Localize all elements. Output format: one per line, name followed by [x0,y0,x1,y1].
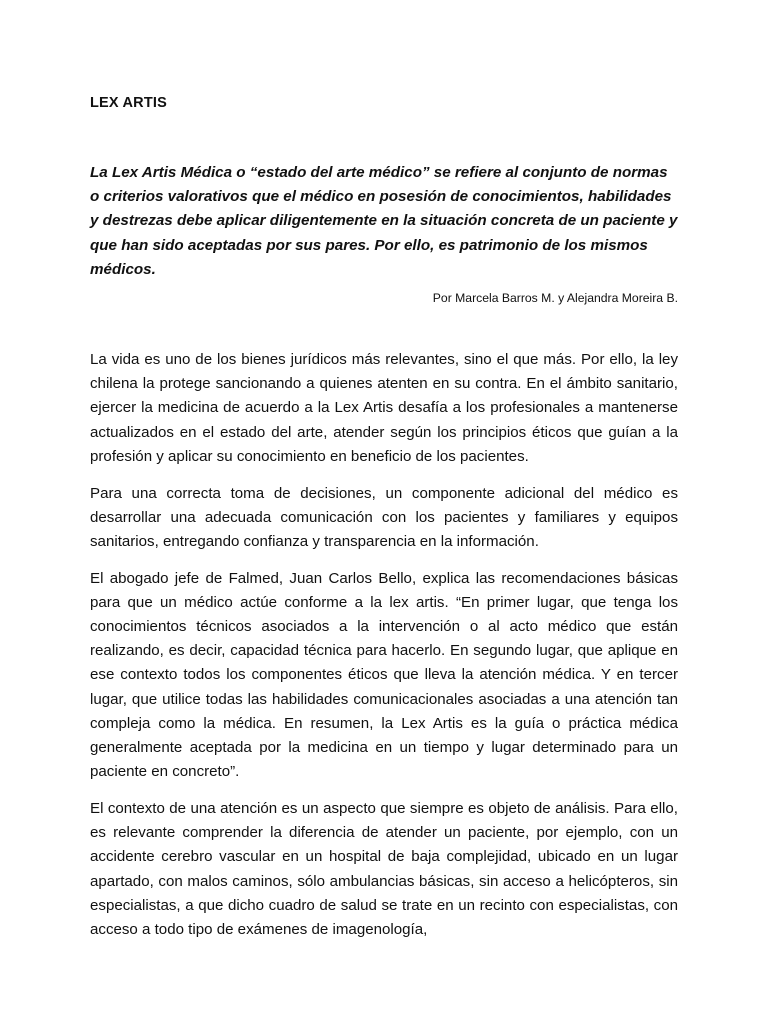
body-paragraph: Para una correcta toma de decisiones, un componente adicional del médico es desarrollar una adecuada comunicación con los pacientes y familiares y equipos sanitarios, entregando confianza y transparencia en la información. [90,484,678,550]
document-title: LEX ARTIS [90,95,167,111]
body-paragraph: El abogado jefe de Falmed, Juan Carlos Bello, explica las recomendaciones básicas para que un médico actúe conforme a la lex artis. “En primer lugar, que tenga los conocimientos técnicos asociados a la intervención o al acto médico que están realizando, es decir, capacidad técnica para hacerlo. En segundo lugar, que aplique en ese contexto todos los componentes éticos que lleva la atención médica. Y en tercer lugar, que utilice todas las habilidades comunicacionales asociadas a una atención tan compleja como la médica. En resumen, la Lex Artis es la guía o práctica médica generalmente aceptada por la medicina en un tiempo y lugar determinado para un paciente en concreto”. [90,569,678,781]
body-paragraph: La vida es uno de los bienes jurídicos más relevantes, sino el que más. Por ello, la ley chilena la protege sancionando a quienes atenten en su contra. En el ámbito sanitario, ejercer la medicina de acuerdo a la Lex Artis desafía a los profesionales a mantenerse actualizados en el estado del arte, atender según los principios éticos que guían a la profesión y aplicar su conocimiento en beneficio de los pacientes. [90,351,678,465]
body-paragraph: El contexto de una atención es un aspecto que siempre es objeto de análisis. Para ello, es relevante comprender la diferencia de atender un paciente, por ejemplo, con un accidente cerebro vascular en un hospital de baja complejidad, ubicado en un lugar apartado, con malos caminos, sólo ambulancias básicas, sin acceso a helicópteros, sin especialistas, a que dicho cuadro de salud se trate en un recinto con especialistas, con acceso a todo tipo de exámenes de imagenología, [90,799,678,938]
body-text [90,348,678,955]
lead-paragraph: La Lex Artis Médica o “estado del arte médico” se refiere al conjunto de normas o criterios valorativos que el médico en posesión de conocimientos, habilidades y destrezas debe aplicar diligentemente en la situación concreta de un paciente y que han sido aceptadas por sus pares. Por ello, es patrimonio de los mismos médicos. [90,164,678,278]
byline: Por Marcela Barros M. y Alejandra Moreira B. [432,291,678,305]
